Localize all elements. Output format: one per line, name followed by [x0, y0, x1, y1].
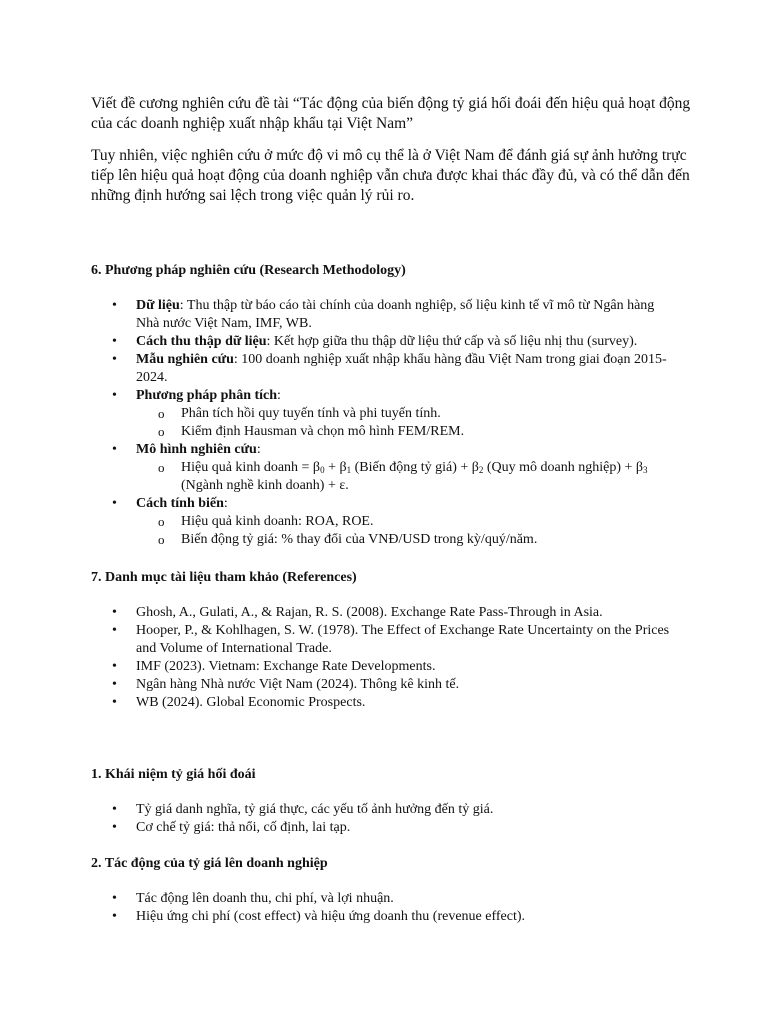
intro-paragraph: Tuy nhiên, việc nghiên cứu ở mức độ vi mô cụ thể là ở Việt Nam để đánh giá sự ảnh hưởng trực tiếp lên hiệu quả hoạt động của doanh nghiệp vẫn chưa được khai thác đầy đủ, và có thể dẫn đến những định hướng sai lệch trong việc quản lý rủi ro. — [91, 147, 690, 204]
sub-item: o Phân tích hồi quy tuyến tính và phi tuyến tính. — [136, 405, 681, 423]
list-item-collect — [91, 333, 681, 351]
list-item: • Tác động lên doanh thu, chi phí, và lợi nhuận. — [91, 890, 681, 908]
list-item: • Tỷ giá danh nghĩa, tỷ giá thực, các yếu tố ảnh hưởng đến tỷ giá. — [91, 801, 681, 819]
item-colon: : — [277, 388, 281, 403]
item-label: Dữ liệu — [136, 298, 180, 313]
list-item-data — [91, 297, 681, 333]
item-text: : 100 doanh nghiệp xuất nhập khẩu hàng đầu Việt Nam trong giai đoạn 2015-2024. — [136, 352, 667, 385]
list-item-analysis — [91, 387, 681, 441]
intro-title-line: Viết đề cương nghiên cứu đề tài “Tác động của biến động tỷ giá hối đoái đến hiệu quả hoạt động của các doanh nghiệp xuất nhập khẩu tại Việt Nam” — [91, 95, 691, 132]
reference-item: • WB (2024). Global Economic Prospects. — [91, 694, 681, 712]
list-item: • Hiệu ứng chi phí (cost effect) và hiệu ứng doanh thu (revenue effect). — [91, 908, 681, 926]
item-label: Phương pháp phân tích — [136, 388, 278, 403]
reference-item: • Ghosh, A., Gulati, A., & Rajan, R. S. (2008). Exchange Rate Pass-Through in Asia. — [91, 604, 681, 622]
section6-heading: 6. Phương pháp nghiên cứu (Research Methodology) — [91, 263, 406, 278]
list-item: • Cơ chế tỷ giá: thả nổi, cố định, lai tạp. — [91, 819, 681, 837]
reference-item: • Ngân hàng Nhà nước Việt Nam (2024). Thông kê kinh tế. — [91, 676, 681, 694]
item-text: : Kết hợp giữa thu thập dữ liệu thứ cấp và số liệu nhị thu (survey). — [266, 334, 638, 349]
model-formula: o Hiệu quả kinh doanh = $\beta_0 + \beta_1$ (Biến động tỷ giá) + $\beta_2$ (Quy mô doanh nghiệp) + $\beta_3$ (Ngành nghề kinh doanh) + ε. — [136, 459, 681, 495]
model-sublist — [136, 459, 681, 495]
list-item-sample — [91, 351, 681, 387]
item-label: Cách thu thập dữ liệu — [136, 334, 267, 349]
item-colon: : — [256, 442, 261, 457]
references-list — [91, 604, 681, 712]
section2-list — [91, 890, 681, 926]
section2-heading: 2. Tác động của tỷ giá lên doanh nghiệp — [91, 856, 328, 871]
sub-item: o Biến động tỷ giá: % thay đổi của VNĐ/USD trong kỳ/quý/năm. — [136, 531, 681, 549]
item-colon: : — [223, 496, 228, 511]
item-label: Mô hình nghiên cứu — [136, 442, 257, 457]
item-label: Mẫu nghiên cứu — [136, 352, 234, 367]
section1-heading: 1. Khái niệm tỷ giá hối đoái — [91, 767, 256, 782]
reference-item: • IMF (2023). Vietnam: Exchange Rate Developments. — [91, 658, 681, 676]
list-item-vars — [91, 495, 681, 549]
section7-heading: 7. Danh mục tài liệu tham khảo (References) — [91, 570, 357, 585]
sub-item: o Kiểm định Hausman và chọn mô hình FEM/REM. — [136, 423, 681, 441]
item-text: : Thu thập từ báo cáo tài chính của doanh nghiệp, số liệu kinh tế vĩ mô từ Ngân hàng Nhà nước Việt Nam, IMF, WB. — [136, 298, 655, 331]
list-item-model — [91, 441, 681, 495]
item-label: Cách tính biến — [136, 496, 224, 511]
section1-list — [91, 801, 681, 837]
sub-item: o Hiệu quả kinh doanh: ROA, ROE. — [136, 513, 681, 531]
reference-item: • Hooper, P., & Kohlhagen, S. W. (1978). The Effect of Exchange Rate Uncertainty on the Prices and Volume of International Trade. — [91, 622, 681, 658]
analysis-sublist — [136, 405, 681, 441]
vars-sublist — [136, 513, 681, 549]
section6-list — [91, 297, 681, 549]
